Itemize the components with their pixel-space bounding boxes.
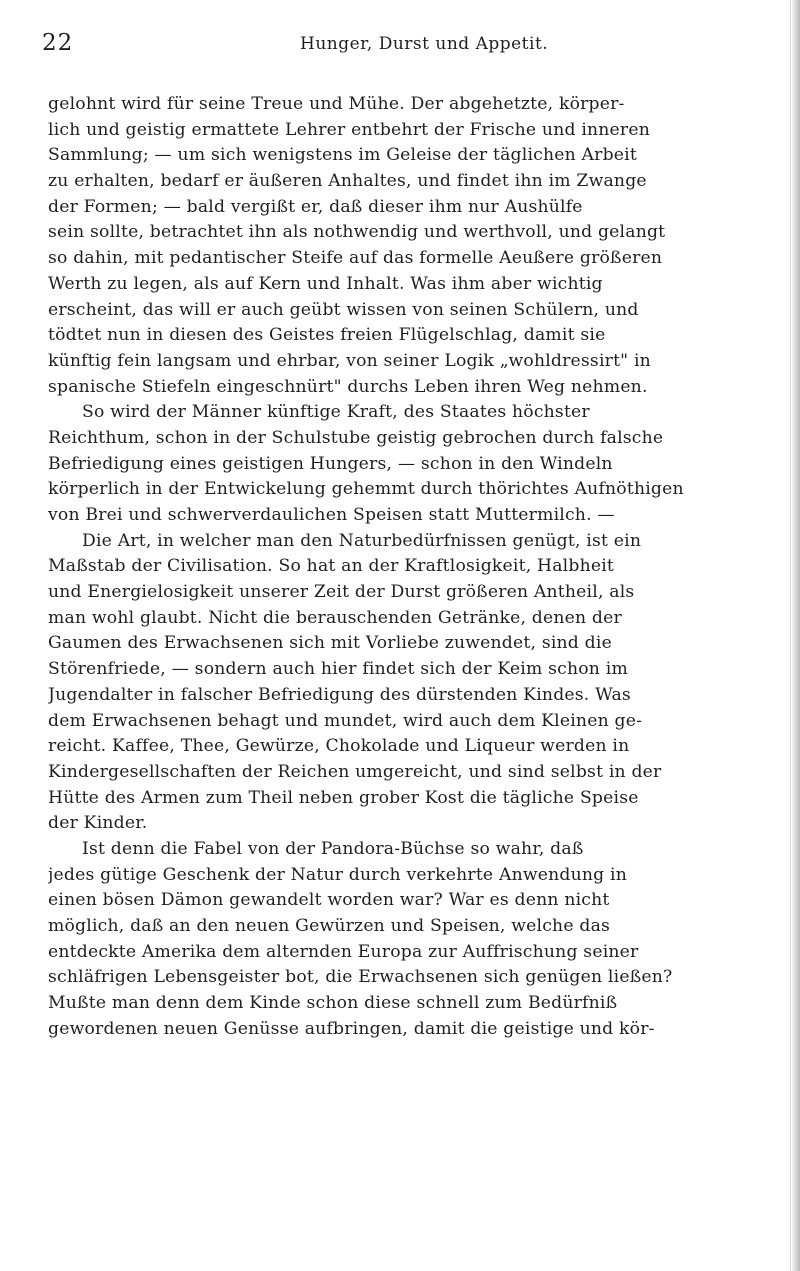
text-line: dem Erwachsenen behagt und mundet, wird auch dem Kleinen ge- — [48, 710, 643, 731]
text-line: Reichthum, schon in der Schulstube geistig gebrochen durch falsche — [48, 427, 664, 448]
text-line: zu erhalten, bedarf er äußeren Anhaltes, und findet ihn im Zwange — [48, 171, 647, 192]
text-line: Die Art, in welcher man den Naturbedürfnissen genügt, ist ein — [82, 530, 642, 551]
text-line: Hütte des Armen zum Theil neben grober Kost die tägliche Speise — [48, 787, 639, 808]
text-line: Jugendalter in falscher Befriedigung des dürstenden Kindes. Was — [48, 684, 631, 705]
text-line: Sammlung; — um sich wenigstens im Geleise der täglichen Arbeit — [48, 145, 637, 166]
text-line: einen bösen Dämon gewandelt worden war? War es denn nicht — [48, 890, 610, 911]
text-line: man wohl glaubt. Nicht die berauschenden Getränke, denen der — [48, 607, 622, 628]
text-line: Kindergesellschaften der Reichen umgereicht, und sind selbst in der — [48, 761, 662, 782]
text-line: von Brei und schwerverdaulichen Speisen statt Muttermilch. — — [48, 505, 615, 525]
text-line: sein sollte, betrachtet ihn als nothwendig und werthvoll, und gelangt — [48, 222, 666, 243]
text-line: Maßstab der Civilisation. So hat an der Kraftlosigkeit, Halbheit — [48, 556, 615, 577]
text-line: und Energielosigkeit unserer Zeit der Durst größeren Antheil, als — [48, 582, 635, 603]
text-line: gewordenen neuen Genüsse aufbringen, damit die geistige und kör- — [48, 1018, 655, 1039]
text-line: Gaumen des Erwachsenen sich mit Vorliebe zuwendet, sind die — [48, 633, 612, 654]
text-line: künftig fein langsam und ehrbar, von seiner Logik „wohldressirt" in — [48, 350, 651, 371]
page-number: 22 — [42, 30, 74, 56]
text-line: jedes gütige Geschenk der Natur durch verkehrte Anwendung in — [48, 864, 627, 885]
text-line: erscheint, das will er auch geübt wissen von seinen Schülern, und — [48, 299, 639, 320]
text-line: Ist denn die Fabel von der Pandora-Büchse so wahr, daß — [82, 838, 584, 859]
text-line: Werth zu legen, als auf Kern und Inhalt. Was ihm aber wichtig — [48, 273, 603, 294]
text-line: Störenfriede, — sondern auch hier findet sich der Keim schon im — [48, 659, 628, 680]
body-text — [48, 92, 756, 1042]
page-edge-shadow — [792, 0, 800, 1271]
text-line: gelohnt wird für seine Treue und Mühe. Der abgehetzte, körper- — [48, 94, 625, 114]
text-line: Mußte man denn dem Kinde schon diese schnell zum Bedürfniß — [48, 993, 618, 1014]
text-line: tödtet nun in diesen des Geistes freien Flügelschlag, damit sie — [48, 325, 606, 346]
text-line: der Formen; — bald vergißt er, daß dieser ihm nur Aushülfe — [48, 196, 583, 217]
text-line: der Kinder. — [48, 813, 148, 834]
text-line: So wird der Männer künftige Kraft, des Staates höchster — [82, 402, 590, 423]
page-edge-line — [790, 0, 791, 1271]
text-line: spanische Stiefeln eingeschnürt" durchs Leben ihren Weg nehmen. — [48, 376, 648, 397]
text-line: lich und geistig ermattete Lehrer entbehrt der Frische und inneren — [48, 119, 650, 140]
text-line: entdeckte Amerika dem alternden Europa zur Auffrischung seiner — [48, 941, 639, 962]
running-head: Hunger, Durst und Appetit. — [300, 34, 549, 54]
text-line: körperlich in der Entwickelung gehemmt durch thörichtes Aufnöthigen — [48, 479, 684, 500]
text-line: reicht. Kaffee, Thee, Gewürze, Chokolade und Liqueur werden in — [48, 736, 630, 757]
text-line: so dahin, mit pedantischer Steife auf das formelle Aeußere größeren — [48, 248, 663, 269]
text-line: möglich, daß an den neuen Gewürzen und Speisen, welche das — [48, 916, 611, 936]
text-line: schläfrigen Lebensgeister bot, die Erwachsenen sich genügen ließen? — [48, 967, 673, 988]
text-line: Befriedigung eines geistigen Hungers, — schon in den Windeln — [48, 453, 613, 474]
page-header — [42, 30, 742, 64]
